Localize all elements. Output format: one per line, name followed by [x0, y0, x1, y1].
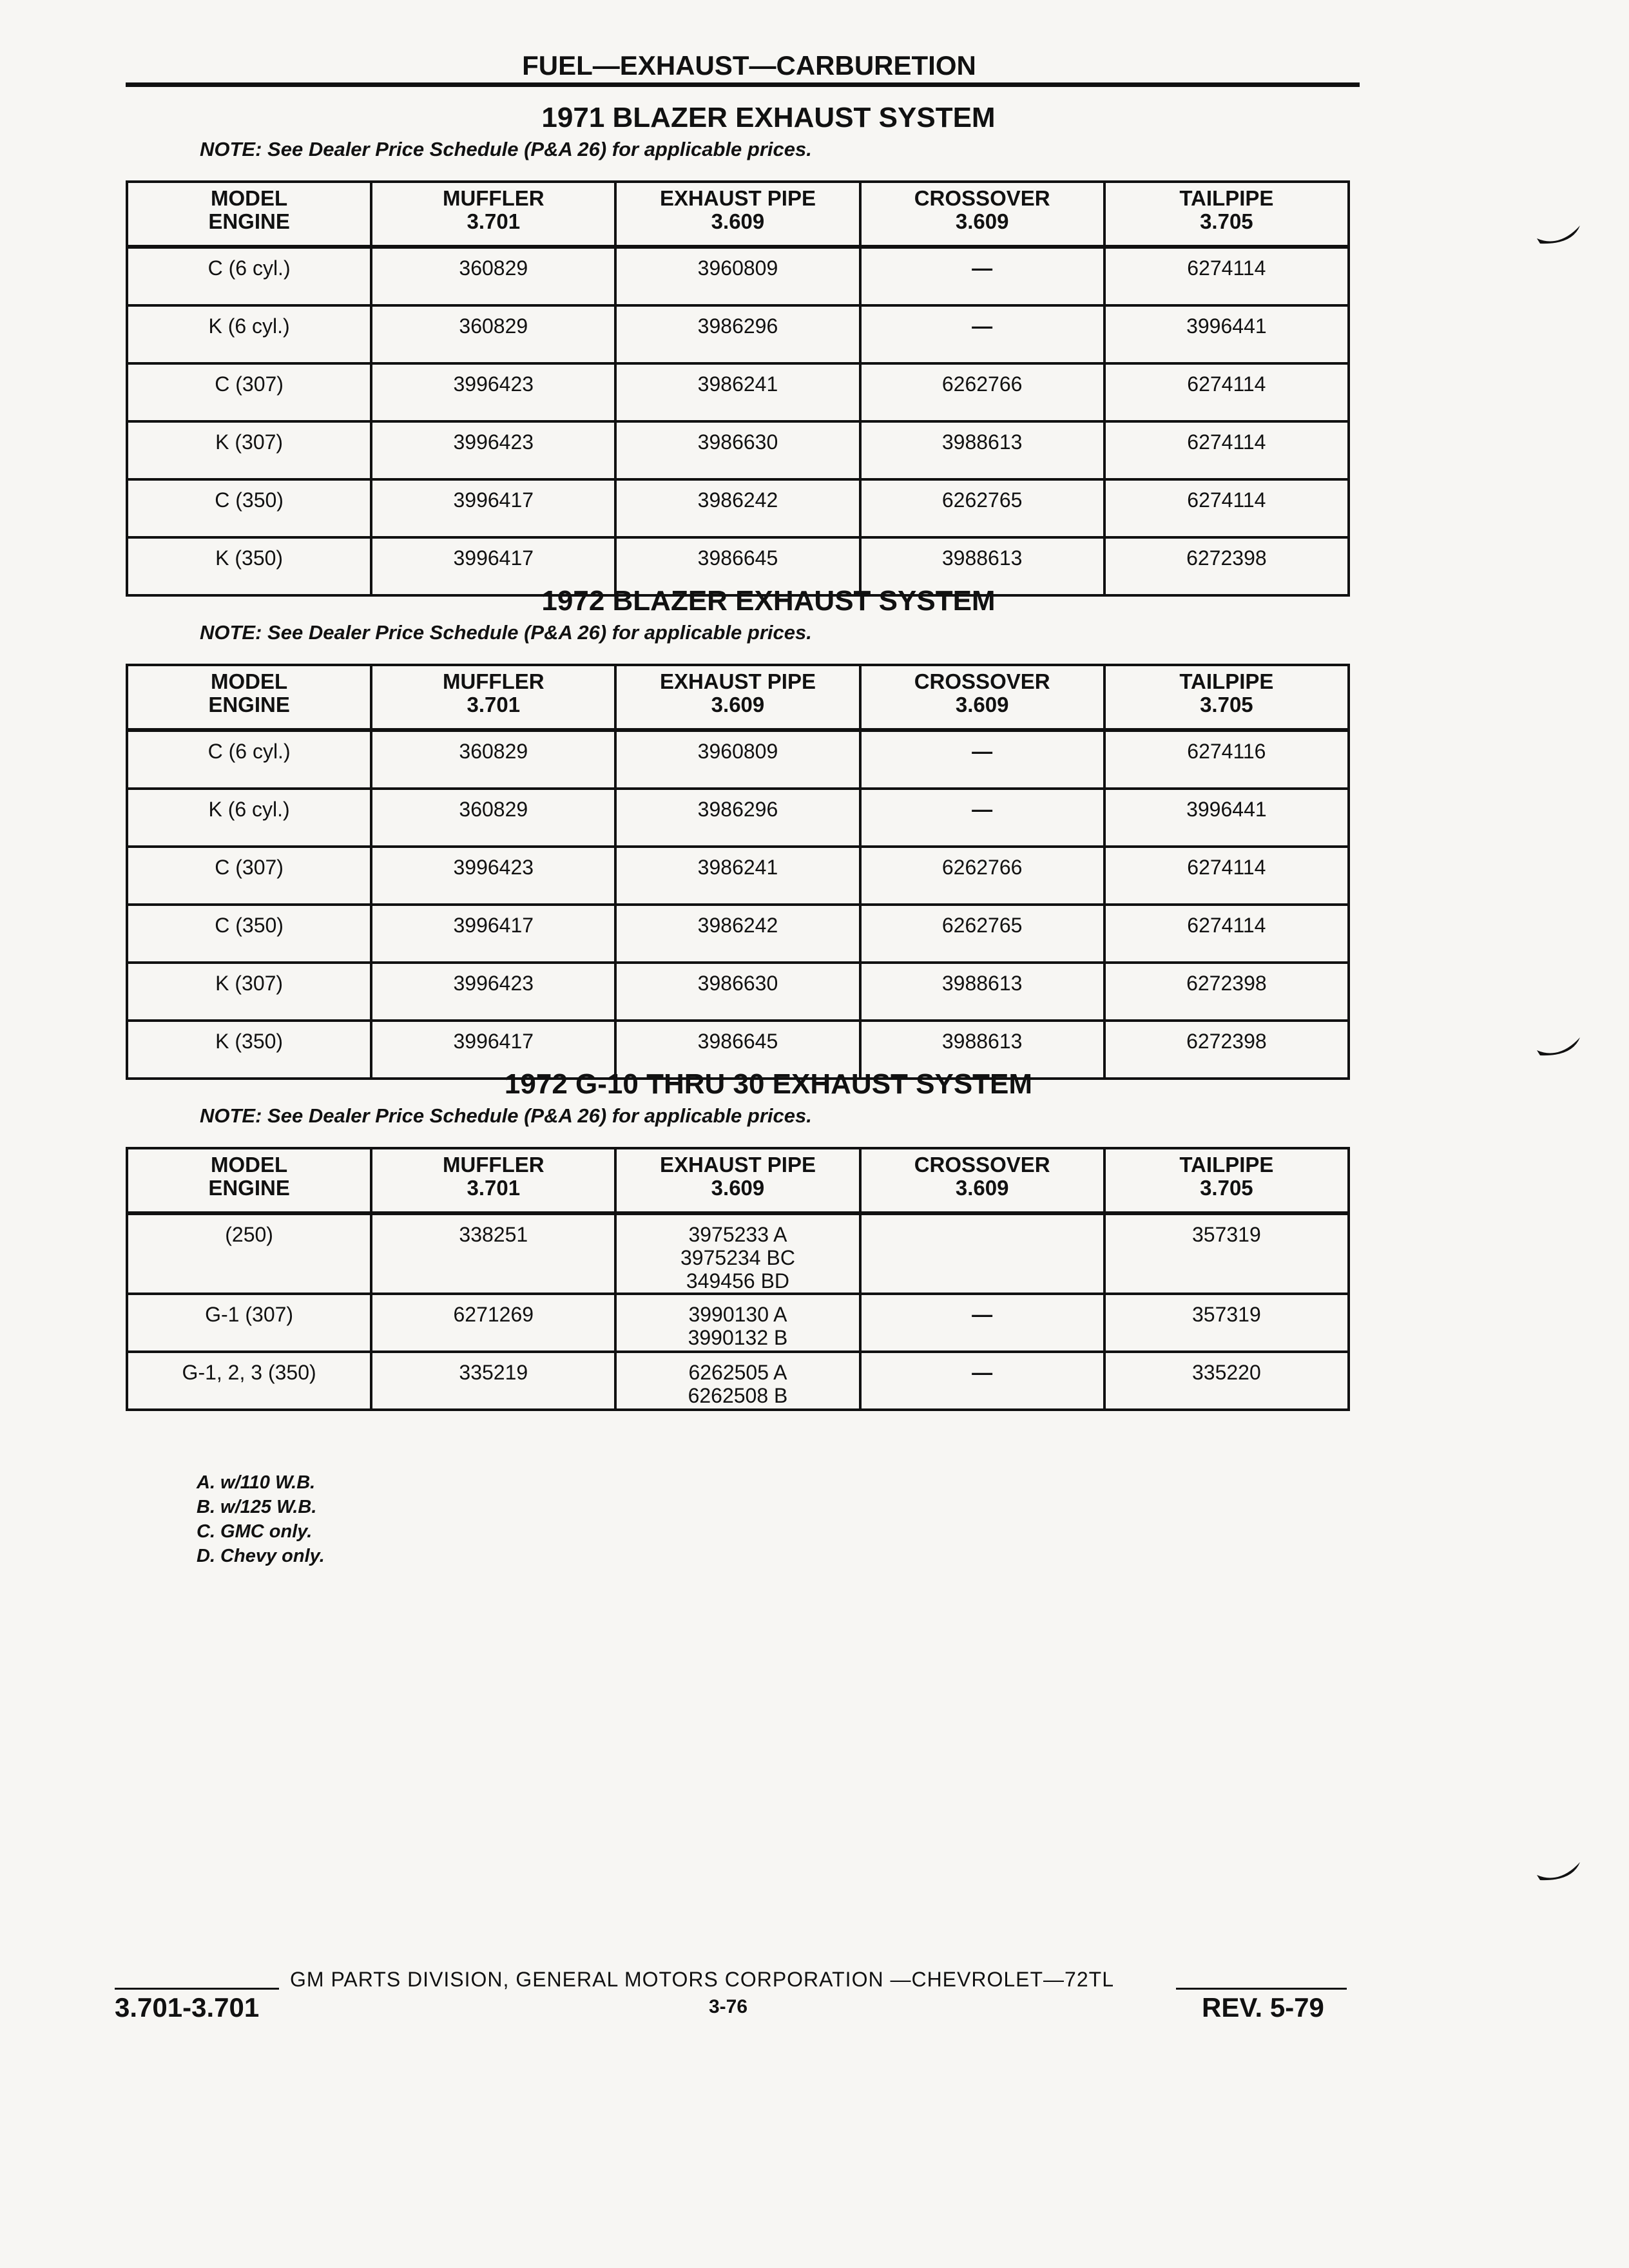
table-cell: C (6 cyl.)	[127, 730, 371, 789]
table-cell: 3990130 A 3990132 B	[615, 1294, 860, 1352]
table-cell: —	[860, 730, 1104, 789]
col-exhaust-pipe: EXHAUST PIPE 3.609	[615, 182, 860, 247]
table-cell: 360829	[371, 247, 615, 305]
table-cell: 6262766	[860, 363, 1104, 421]
table-cell: 6262765	[860, 479, 1104, 537]
page-header	[126, 50, 1360, 87]
table-cell: 3975233 A 3975234 BC 349456 BD	[615, 1213, 860, 1294]
table-cell: 3986242	[615, 479, 860, 537]
footnotes	[197, 1470, 325, 1568]
table-cell: 3986630	[615, 421, 860, 479]
table-row	[127, 1352, 1349, 1410]
table-cell: C (350)	[127, 479, 371, 537]
binder-hole-mark	[1534, 1856, 1585, 1894]
table-cell: 6274116	[1104, 730, 1349, 789]
table-cell: 3996417	[371, 537, 615, 595]
table-row	[127, 730, 1349, 789]
table-cell: 3986241	[615, 363, 860, 421]
page-title: FUEL—EXHAUST—CARBURETION	[522, 50, 976, 81]
table-cell: 3996417	[371, 479, 615, 537]
table-row	[127, 963, 1349, 1021]
footnote: B. w/125 W.B.	[197, 1497, 317, 1517]
col-model-engine: MODEL ENGINE	[127, 1148, 371, 1213]
table-cell: G-1 (307)	[127, 1294, 371, 1352]
section-1972-g10-30	[126, 1068, 1360, 1411]
footnote: C. GMC only.	[197, 1521, 313, 1542]
table-row	[127, 479, 1349, 537]
table-cell: K (350)	[127, 537, 371, 595]
table-cell: 3986296	[615, 305, 860, 363]
table-cell	[860, 1213, 1104, 1294]
footnote: A. w/110 W.B.	[197, 1472, 316, 1493]
col-tailpipe: TAILPIPE 3.705	[1104, 182, 1349, 247]
table-cell: 3996423	[371, 847, 615, 905]
footer-publisher: GM PARTS DIVISION, GENERAL MOTORS CORPORATION —CHEVROLET—72TL	[290, 1968, 1114, 1991]
footer-revision: REV. 5-79	[1202, 1992, 1324, 2023]
table-cell: 3986645	[615, 537, 860, 595]
footnote: D. Chevy only.	[197, 1546, 325, 1566]
header-row	[127, 182, 1349, 247]
table-cell: 3996417	[371, 905, 615, 963]
table-cell: 3986242	[615, 905, 860, 963]
table-row	[127, 847, 1349, 905]
table-cell: 3986296	[615, 789, 860, 847]
table-cell: 357319	[1104, 1213, 1349, 1294]
table-cell: C (6 cyl.)	[127, 247, 371, 305]
table-cell: —	[860, 1294, 1104, 1352]
table-row	[127, 247, 1349, 305]
table-row	[127, 1213, 1349, 1294]
table-cell: 3988613	[860, 421, 1104, 479]
col-model-engine: MODEL ENGINE	[127, 665, 371, 730]
binder-hole-mark	[1534, 1031, 1585, 1070]
section-note: NOTE: See Dealer Price Schedule (P&A 26) for applicable prices.	[200, 138, 812, 160]
footer-group-number: 3.701-3.701	[115, 1992, 260, 2023]
table-row	[127, 905, 1349, 963]
table-cell: 3988613	[860, 537, 1104, 595]
table-cell: 335220	[1104, 1352, 1349, 1410]
table-cell: 3996441	[1104, 305, 1349, 363]
table-cell: 6274114	[1104, 363, 1349, 421]
table-cell: 360829	[371, 730, 615, 789]
table-cell: 338251	[371, 1213, 615, 1294]
table-cell: 6272398	[1104, 963, 1349, 1021]
section-note: NOTE: See Dealer Price Schedule (P&A 26) for applicable prices.	[200, 621, 812, 644]
table-row	[127, 1294, 1349, 1352]
table-cell: 3996423	[371, 963, 615, 1021]
col-crossover: CROSSOVER 3.609	[860, 1148, 1104, 1213]
col-exhaust-pipe: EXHAUST PIPE 3.609	[615, 665, 860, 730]
col-crossover: CROSSOVER 3.609	[860, 182, 1104, 247]
table-cell: —	[860, 247, 1104, 305]
table-cell: K (350)	[127, 1021, 371, 1079]
table-cell: 6274114	[1104, 421, 1349, 479]
col-exhaust-pipe: EXHAUST PIPE 3.609	[615, 1148, 860, 1213]
table-cell: 3996423	[371, 363, 615, 421]
table-row	[127, 421, 1349, 479]
table-cell: 360829	[371, 305, 615, 363]
table-cell: 360829	[371, 789, 615, 847]
table-cell: K (6 cyl.)	[127, 305, 371, 363]
section-1972-blazer	[126, 585, 1360, 1080]
table-cell: 3986630	[615, 963, 860, 1021]
col-tailpipe: TAILPIPE 3.705	[1104, 1148, 1349, 1213]
table-cell: 6274114	[1104, 247, 1349, 305]
parts-table	[126, 1147, 1350, 1411]
table-cell: —	[860, 1352, 1104, 1410]
section-title: 1972 G-10 THRU 30 EXHAUST SYSTEM	[504, 1068, 1033, 1100]
footer-rule	[115, 1988, 279, 1990]
table-cell: C (350)	[127, 905, 371, 963]
table-cell: C (307)	[127, 847, 371, 905]
table-cell: 6274114	[1104, 847, 1349, 905]
col-muffler: MUFFLER 3.701	[371, 665, 615, 730]
table-cell: 3986241	[615, 847, 860, 905]
section-title: 1972 BLAZER EXHAUST SYSTEM	[541, 585, 996, 617]
table-cell: 357319	[1104, 1294, 1349, 1352]
parts-table	[126, 180, 1350, 597]
table-cell: 3960809	[615, 247, 860, 305]
table-cell: K (307)	[127, 963, 371, 1021]
col-muffler: MUFFLER 3.701	[371, 1148, 615, 1213]
table-row	[127, 305, 1349, 363]
table-cell: 6272398	[1104, 1021, 1349, 1079]
table-cell: 6272398	[1104, 537, 1349, 595]
col-model-engine: MODEL ENGINE	[127, 182, 371, 247]
section-title: 1971 BLAZER EXHAUST SYSTEM	[541, 102, 996, 133]
table-cell: K (307)	[127, 421, 371, 479]
table-cell: —	[860, 305, 1104, 363]
table-cell: G-1, 2, 3 (350)	[127, 1352, 371, 1410]
footer-rule	[1176, 1988, 1347, 1990]
table-cell: 6274114	[1104, 905, 1349, 963]
binder-hole-mark	[1534, 219, 1585, 258]
table-cell: 3986645	[615, 1021, 860, 1079]
col-muffler: MUFFLER 3.701	[371, 182, 615, 247]
table-row	[127, 789, 1349, 847]
table-cell: 3996417	[371, 1021, 615, 1079]
table-cell: K (6 cyl.)	[127, 789, 371, 847]
table-cell: 6262766	[860, 847, 1104, 905]
table-cell: 3960809	[615, 730, 860, 789]
table-cell: 3996441	[1104, 789, 1349, 847]
table-cell: 6274114	[1104, 479, 1349, 537]
col-tailpipe: TAILPIPE 3.705	[1104, 665, 1349, 730]
table-cell: 6271269	[371, 1294, 615, 1352]
table-row	[127, 363, 1349, 421]
table-cell: 335219	[371, 1352, 615, 1410]
table-cell: 3988613	[860, 963, 1104, 1021]
section-1971-blazer	[126, 102, 1360, 597]
header-row	[127, 665, 1349, 730]
section-note: NOTE: See Dealer Price Schedule (P&A 26) for applicable prices.	[200, 1104, 812, 1127]
col-crossover: CROSSOVER 3.609	[860, 665, 1104, 730]
table-cell: 3996423	[371, 421, 615, 479]
header-row	[127, 1148, 1349, 1213]
table-cell: (250)	[127, 1213, 371, 1294]
table-cell: 3988613	[860, 1021, 1104, 1079]
parts-table	[126, 664, 1350, 1080]
table-cell: 6262505 A 6262508 B	[615, 1352, 860, 1410]
table-cell: —	[860, 789, 1104, 847]
table-cell: 6262765	[860, 905, 1104, 963]
page-number: 3-76	[709, 1996, 748, 2017]
table-cell: C (307)	[127, 363, 371, 421]
